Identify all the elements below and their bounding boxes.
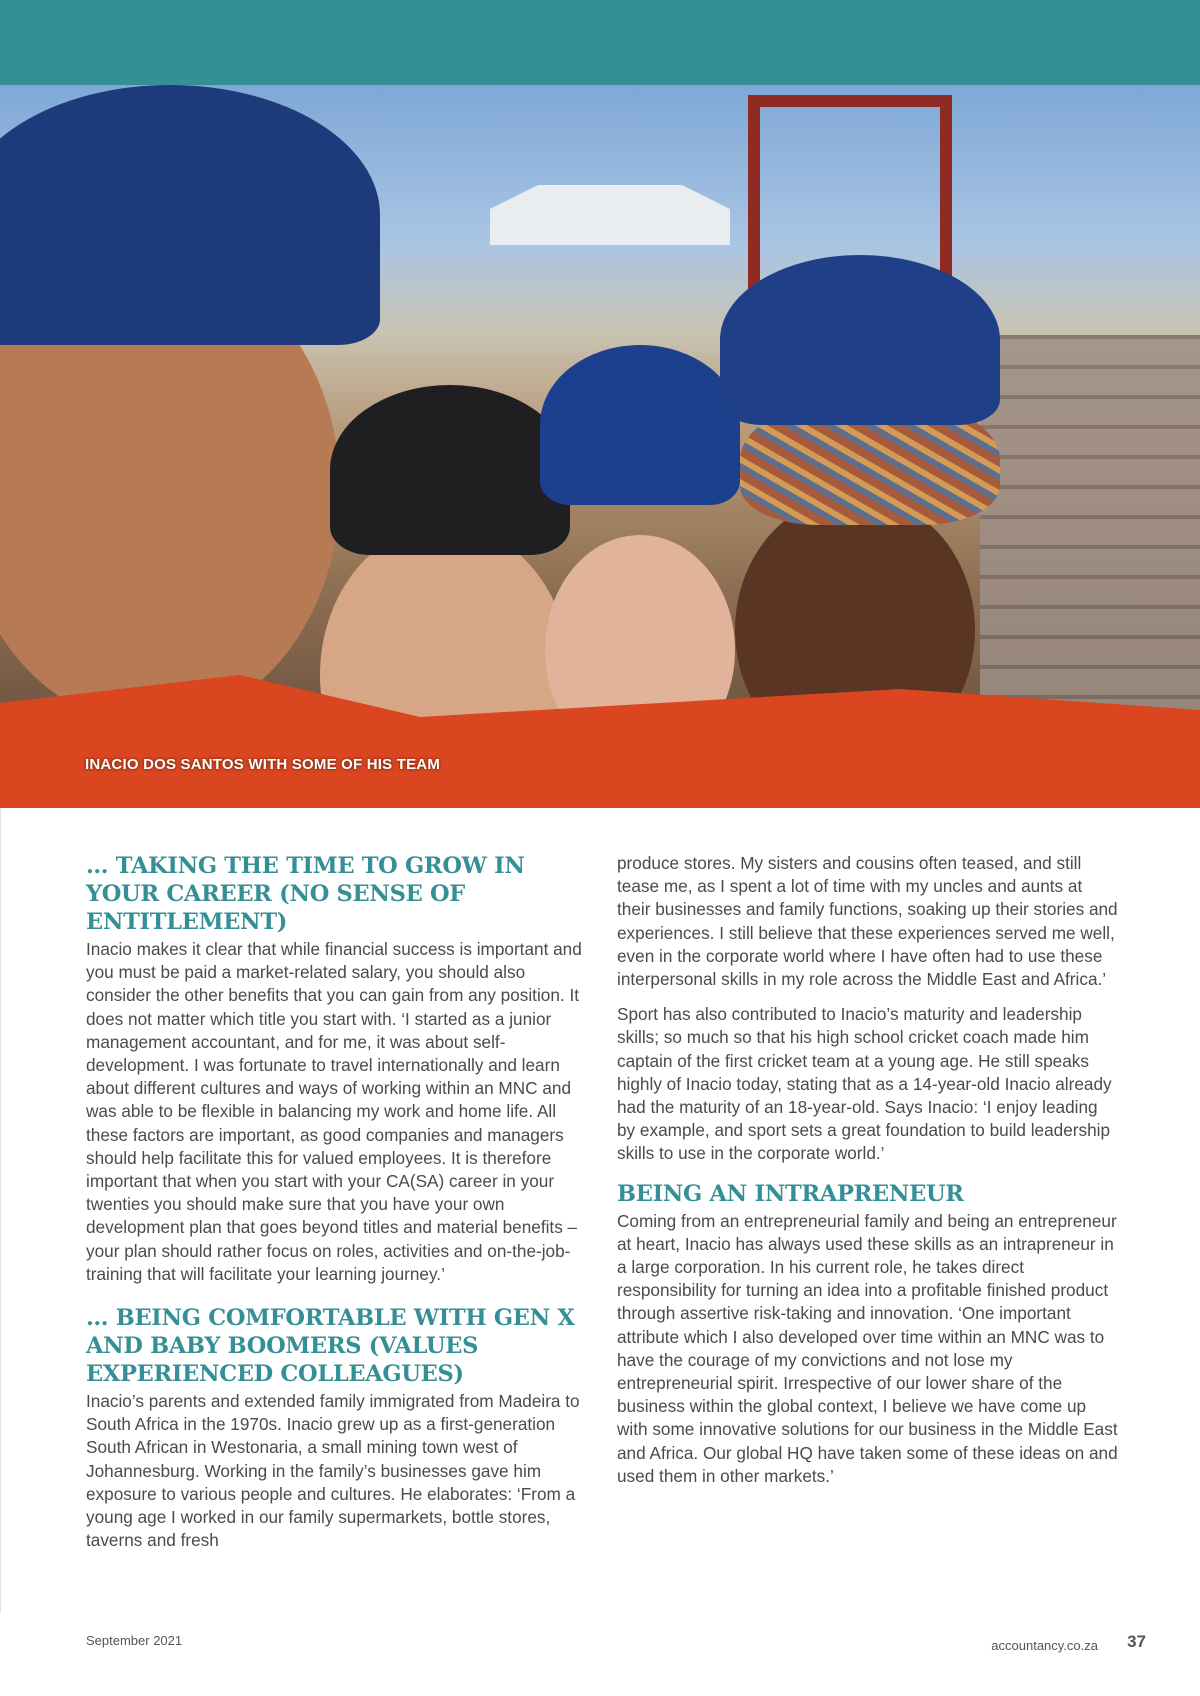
paragraph-family: Inacio’s parents and extended family immigrated from Madeira to South Africa in the 1970s. Inacio grew up as a first-generation South African in Westonaria, a small mining town west of Johannesburg. Working in the family’s businesses gave him exposure to various people and cultures. He elaborates: ‘From a young age I worked in our family supermarkets, bottle stores, taverns and fresh — [86, 1391, 580, 1551]
hard-hat-1 — [0, 85, 380, 345]
section-heading-career: … TAKING THE TIME TO GROW IN YOUR CAREER (NO SENSE OF ENTITLEMENT) — [86, 853, 525, 935]
page-edge-rule — [0, 808, 1, 1613]
hard-hat-4 — [720, 255, 1000, 425]
paragraph-family-continued: produce stores. My sisters and cousins often teased, and still tease me, as I spent a lot of time with my uncles and aunts at their businesses and family functions, soaking up their stories and experiences. I still believe that these experiences served me well, even in the corporate world where I have often had to use these interpersonal skills in my role across the Middle East and Africa.’ — [617, 853, 1118, 990]
hard-hat-3 — [540, 345, 740, 505]
left-column — [86, 852, 583, 1564]
paragraph-career: Inacio makes it clear that while financial success is important and you must be paid a market-related salary, you should also consider the other benefits that you can gain from any position. It does not matter which title you start with. ‘I started as a junior management accountant, and for me, it was about self-development. I was fortunate to travel internationally and learn about different cultures and ways of working within an MNC and was able to be flexible in balancing my work and home life. All these factors are important, as good companies and managers should help facilitate this for valued employees. It is therefore important that when you start with your CA(SA) career in your twenties you should make sure that you have your own development plan that goes beyond titles and material benefits – your plan should rather focus on roles, activities and on-the-job-training that will facilitate your learning journey.’ — [86, 939, 582, 1284]
top-color-band — [0, 0, 1200, 85]
tent-background — [490, 185, 730, 245]
page-number: 37 — [1127, 1632, 1146, 1651]
section-heading-generations: … BEING COMFORTABLE WITH GEN X AND BABY BOOMERS (VALUES EXPERIENCED COLLEAGUES) — [86, 1305, 575, 1388]
brick-wall — [980, 335, 1200, 755]
footer-date: September 2021 — [86, 1633, 183, 1648]
section-heading-intrapreneur: BEING AN INTRAPRENEUR — [617, 1180, 964, 1207]
right-column — [617, 852, 1119, 1500]
paragraph-sport: Sport has also contributed to Inacio’s maturity and leadership skills; so much so that his high school cricket coach made him captain of the first cricket team at a young age. He still speaks highly of Inacio today, stating that as a 14-year-old Inacio already had the maturity of an 18-year-old. Says Inacio: ‘I enjoy leading by example, and sport sets a great foundation to build leadership skills to use in the corporate world.’ — [617, 1004, 1112, 1164]
footer-website: accountancy.co.za — [991, 1638, 1098, 1653]
paragraph-intrapreneur: Coming from an entrepreneurial family and being an entrepreneur at heart, Inacio has always used these skills as an intrapreneur in a large corporation. In his current role, he takes direct responsibility for turning an idea into a profitable finished product through assertive risk-taking and innovation. ‘One important attribute which I also developed over time within an MNC was to have the courage of my convictions and not lose my entrepreneurial spirit. Irrespective of our lower share of the business within the global context, I believe we have come up with some innovative solutions for our business in the Middle East and Africa. Our global HQ have taken some of these ideas on and used them in other markets.’ — [617, 1210, 1118, 1486]
black-cap — [330, 385, 570, 555]
team-photo — [0, 85, 1200, 808]
photo-caption: INACIO DOS SANTOS WITH SOME OF HIS TEAM — [85, 756, 441, 773]
